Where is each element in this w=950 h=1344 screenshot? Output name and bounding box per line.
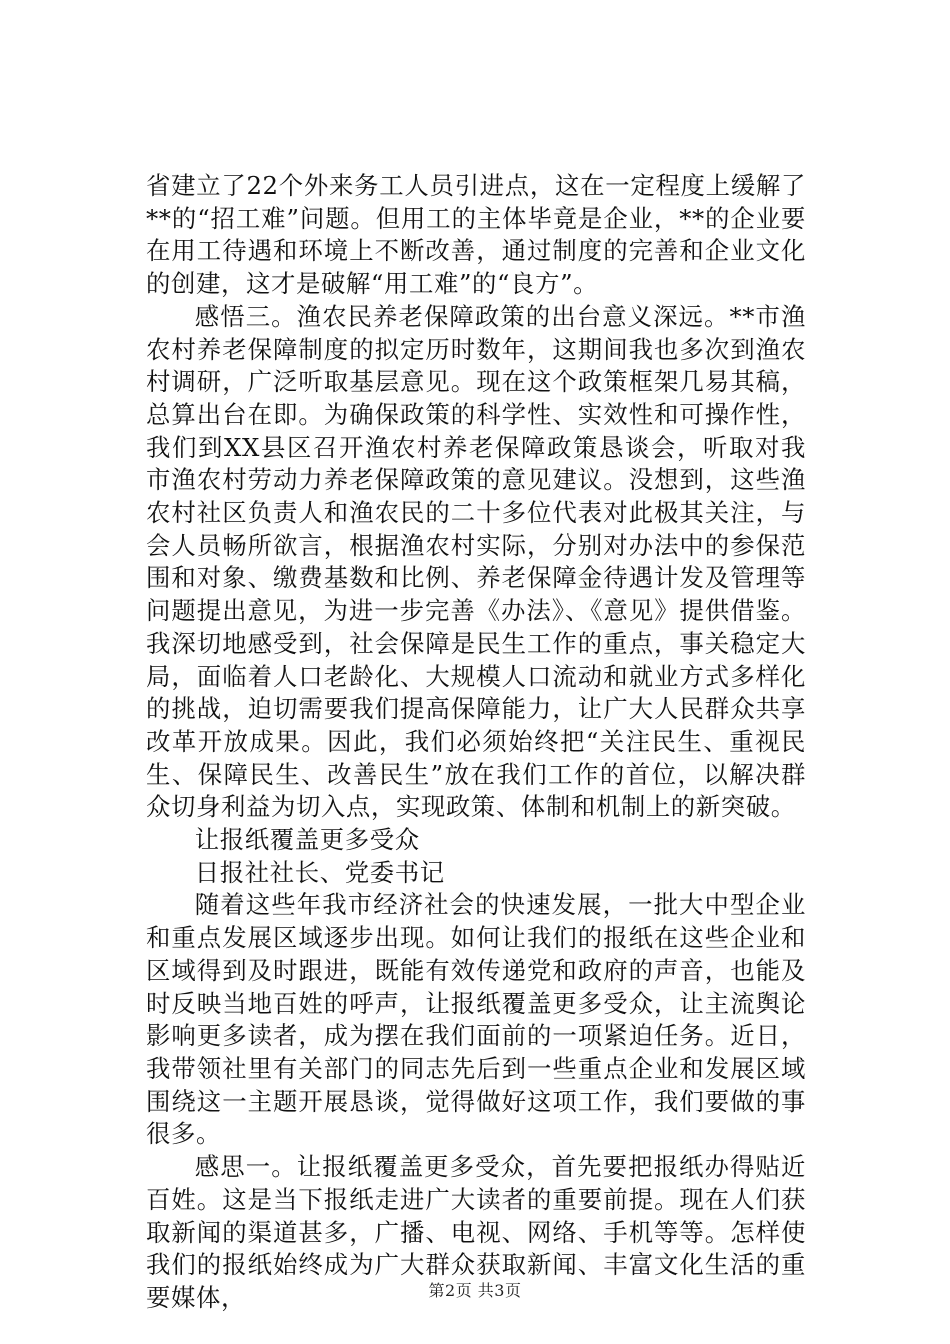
document-body bbox=[146, 170, 806, 1315]
article-title: 让报纸覆盖更多受众 bbox=[194, 825, 420, 855]
paragraph-insight-three: 感悟三。渔农民养老保障政策的出台意义深远。**市渔农村养老保障制度的拟定历时数年，这期间我也多次到渔农村调研，广泛听取基层意见。现在这个政策框架几易其稿，总算出台在即。为确保政策的科学性、实效性和可操作性，我们到XX县区召开渔农村养老保障政策恳谈会，听取对我市渔农村劳动力养老保障政策的意见建议。没想到，这些渔农村社区负责人和渔农民的二十多位代表对此极其关注，与会人员畅所欲言，根据渔农村实际，分别对办法中的参保范围和对象、缴费基数和比例、养老保障金待遇计发及管理等问题提出意见，为进一步完善《办法》、《意见》提供借鉴。我深切地感受到，社会保障是民生工作的重点，事关稳定大局，面临着人口老龄化、大规模人口流动和就业方式多样化的挑战，迫切需要我们提高保障能力，让广大人民群众共享改革开放成果。因此，我们必须始终把“关注民生、重视民生、保障民生、改善民生”放在我们工作的首位，以解决群众切身利益为切入点，实现政策、体制和机制上的新突破。 bbox=[146, 301, 806, 822]
article-author: 日报社社长、党委书记 bbox=[194, 857, 445, 887]
page-number-footer: 第2页 共3页 bbox=[428, 1281, 522, 1300]
paragraph-insight-one: 感思一。让报纸覆盖更多受众，首先要把报纸办得贴近百姓。这是当下报纸走进广大读者的重要前提。现在人们获取新闻的渠道甚多，广播、电视、网络、手机等等。怎样使我们的报纸始终成为广大群众获取新闻、丰富文化生活的重要媒体， bbox=[146, 1152, 806, 1312]
paragraph-continuation: 省建立了22个外来务工人员引进点，这在一定程度上缓解了**的“招工难”问题。但用工的主体毕竟是企业，**的企业要在用工待遇和环境上不断改善，通过制度的完善和企业文化的创建，这才是破解“用工难”的“良方”。 bbox=[146, 171, 806, 299]
paragraph-intro: 随着这些年我市经济社会的快速发展，一批大中型企业和重点发展区域逐步出现。如何让我们的报纸在这些企业和区域得到及时跟进，既能有效传递党和政府的声音，也能及时反映当地百姓的呼声，让报纸覆盖更多受众，让主流舆论影响更多读者，成为摆在我们面前的一项紧迫任务。近日，我带领社里有关部门的同志先后到一些重点企业和发展区域围绕这一主题开展恳谈，觉得做好这项工作，我们要做的事很多。 bbox=[146, 890, 806, 1149]
